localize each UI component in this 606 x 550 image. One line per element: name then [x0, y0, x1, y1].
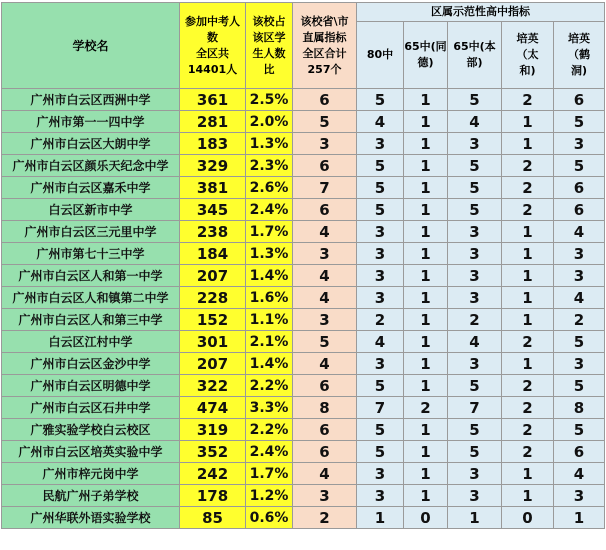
quota-80-cell: 3 — [357, 221, 404, 243]
direct-quota-cell: 4 — [293, 287, 357, 309]
direct-quota-cell: 6 — [293, 441, 357, 463]
quota-80-cell: 1 — [357, 507, 404, 529]
quota-peiying-taihe-cell: 1 — [502, 221, 554, 243]
share-cell: 1.1% — [246, 309, 293, 331]
quota-65-tongde-cell: 1 — [404, 133, 448, 155]
school-name: 广雅实验学校白云校区 — [2, 419, 180, 441]
table-body — [2, 89, 605, 529]
share-cell: 1.6% — [246, 287, 293, 309]
direct-quota-cell: 4 — [293, 221, 357, 243]
quota-80-cell: 3 — [357, 353, 404, 375]
direct-quota-cell: 5 — [293, 111, 357, 133]
school-name: 广州华联外语实验学校 — [2, 507, 180, 529]
school-name: 广州市白云区西洲中学 — [2, 89, 180, 111]
school-name: 广州市白云区嘉禾中学 — [2, 177, 180, 199]
school-name: 民航广州子弟学校 — [2, 485, 180, 507]
direct-quota-cell: 6 — [293, 375, 357, 397]
participants-cell: 352 — [180, 441, 246, 463]
quota-peiying-taihe-cell: 2 — [502, 397, 554, 419]
direct-quota-cell: 3 — [293, 243, 357, 265]
school-name: 白云区新市中学 — [2, 199, 180, 221]
quota-65-main-cell: 5 — [448, 441, 502, 463]
quota-65-main-cell: 2 — [448, 309, 502, 331]
quota-65-tongde-cell: 1 — [404, 463, 448, 485]
table-row — [2, 463, 605, 485]
share-cell: 2.3% — [246, 155, 293, 177]
share-cell: 1.2% — [246, 485, 293, 507]
quota-65-tongde-cell: 1 — [404, 111, 448, 133]
table-row — [2, 177, 605, 199]
direct-quota-cell: 2 — [293, 507, 357, 529]
quota-peiying-taihe-cell: 1 — [502, 463, 554, 485]
participants-cell: 178 — [180, 485, 246, 507]
direct-quota-cell: 3 — [293, 309, 357, 331]
quota-table — [1, 2, 605, 529]
header-school: 学校名 — [2, 3, 180, 89]
quota-peiying-hedong-cell: 5 — [554, 419, 605, 441]
direct-quota-cell: 4 — [293, 463, 357, 485]
header-80-middle: 80中 — [357, 22, 404, 89]
quota-peiying-hedong-cell: 6 — [554, 441, 605, 463]
school-name: 广州市白云区石井中学 — [2, 397, 180, 419]
school-name: 白云区江村中学 — [2, 331, 180, 353]
quota-peiying-hedong-cell: 3 — [554, 133, 605, 155]
participants-cell: 381 — [180, 177, 246, 199]
participants-cell: 228 — [180, 287, 246, 309]
quota-peiying-hedong-cell: 2 — [554, 309, 605, 331]
table-row — [2, 221, 605, 243]
share-cell: 1.4% — [246, 353, 293, 375]
quota-80-cell: 5 — [357, 199, 404, 221]
quota-65-tongde-cell: 1 — [404, 89, 448, 111]
school-name: 广州市白云区人和第一中学 — [2, 265, 180, 287]
share-cell: 1.7% — [246, 221, 293, 243]
quota-peiying-hedong-cell: 3 — [554, 353, 605, 375]
direct-quota-cell: 3 — [293, 133, 357, 155]
quota-80-cell: 5 — [357, 419, 404, 441]
quota-65-tongde-cell: 1 — [404, 221, 448, 243]
share-cell: 2.4% — [246, 441, 293, 463]
quota-peiying-hedong-cell: 5 — [554, 375, 605, 397]
quota-65-main-cell: 4 — [448, 331, 502, 353]
direct-quota-cell: 3 — [293, 485, 357, 507]
quota-65-tongde-cell: 1 — [404, 265, 448, 287]
quota-65-main-cell: 3 — [448, 353, 502, 375]
participants-cell: 207 — [180, 353, 246, 375]
quota-80-cell: 3 — [357, 463, 404, 485]
quota-peiying-taihe-cell: 1 — [502, 309, 554, 331]
quota-80-cell: 5 — [357, 177, 404, 199]
share-cell: 2.6% — [246, 177, 293, 199]
participants-cell: 329 — [180, 155, 246, 177]
table-row — [2, 397, 605, 419]
table-row — [2, 111, 605, 133]
participants-cell: 152 — [180, 309, 246, 331]
participants-cell: 242 — [180, 463, 246, 485]
school-name: 广州市第七十三中学 — [2, 243, 180, 265]
quota-peiying-taihe-cell: 2 — [502, 155, 554, 177]
quota-80-cell: 5 — [357, 89, 404, 111]
participants-cell: 207 — [180, 265, 246, 287]
participants-cell: 281 — [180, 111, 246, 133]
quota-65-main-cell: 3 — [448, 243, 502, 265]
quota-65-main-cell: 3 — [448, 287, 502, 309]
table-row — [2, 199, 605, 221]
quota-65-main-cell: 7 — [448, 397, 502, 419]
quota-peiying-taihe-cell: 1 — [502, 243, 554, 265]
quota-65-main-cell: 3 — [448, 133, 502, 155]
share-cell: 0.6% — [246, 507, 293, 529]
school-name: 广州市白云区人和镇第二中学 — [2, 287, 180, 309]
school-name: 广州市第一一四中学 — [2, 111, 180, 133]
share-cell: 1.7% — [246, 463, 293, 485]
direct-quota-cell: 6 — [293, 155, 357, 177]
table-row — [2, 309, 605, 331]
share-cell: 2.2% — [246, 375, 293, 397]
table-row — [2, 507, 605, 529]
quota-80-cell: 5 — [357, 441, 404, 463]
table-row — [2, 441, 605, 463]
table-row — [2, 287, 605, 309]
quota-peiying-taihe-cell: 2 — [502, 89, 554, 111]
quota-65-tongde-cell: 1 — [404, 485, 448, 507]
participants-cell: 319 — [180, 419, 246, 441]
school-name: 广州市白云区大朗中学 — [2, 133, 180, 155]
quota-peiying-taihe-cell: 0 — [502, 507, 554, 529]
header-direct-quota: 该校省\市 直属指标 全区合计 257个 — [293, 3, 357, 89]
header-participants: 参加中考人 数 全区共 14401人 — [180, 3, 246, 89]
quota-peiying-taihe-cell: 1 — [502, 485, 554, 507]
quota-peiying-hedong-cell: 4 — [554, 463, 605, 485]
table-row — [2, 133, 605, 155]
quota-65-tongde-cell: 1 — [404, 199, 448, 221]
quota-peiying-taihe-cell: 1 — [502, 265, 554, 287]
table-row — [2, 419, 605, 441]
quota-65-tongde-cell: 1 — [404, 375, 448, 397]
school-name: 广州市白云区培英实验中学 — [2, 441, 180, 463]
quota-65-main-cell: 5 — [448, 419, 502, 441]
table-row — [2, 375, 605, 397]
quota-peiying-hedong-cell: 3 — [554, 243, 605, 265]
school-name: 广州市梓元岗中学 — [2, 463, 180, 485]
quota-peiying-hedong-cell: 3 — [554, 265, 605, 287]
quota-65-main-cell: 4 — [448, 111, 502, 133]
quota-65-tongde-cell: 1 — [404, 177, 448, 199]
quota-65-tongde-cell: 1 — [404, 287, 448, 309]
quota-80-cell: 2 — [357, 309, 404, 331]
quota-peiying-taihe-cell: 1 — [502, 111, 554, 133]
table-row — [2, 155, 605, 177]
share-cell: 2.4% — [246, 199, 293, 221]
quota-peiying-taihe-cell: 2 — [502, 199, 554, 221]
quota-80-cell: 7 — [357, 397, 404, 419]
participants-cell: 361 — [180, 89, 246, 111]
quota-65-main-cell: 5 — [448, 375, 502, 397]
quota-peiying-hedong-cell: 5 — [554, 111, 605, 133]
direct-quota-cell: 5 — [293, 331, 357, 353]
table-row — [2, 265, 605, 287]
quota-peiying-taihe-cell: 2 — [502, 375, 554, 397]
share-cell: 1.3% — [246, 243, 293, 265]
quota-peiying-taihe-cell: 1 — [502, 353, 554, 375]
school-name: 广州市白云区明德中学 — [2, 375, 180, 397]
quota-80-cell: 5 — [357, 375, 404, 397]
quota-65-main-cell: 3 — [448, 221, 502, 243]
quota-65-main-cell: 3 — [448, 463, 502, 485]
direct-quota-cell: 4 — [293, 265, 357, 287]
quota-65-tongde-cell: 0 — [404, 507, 448, 529]
share-cell: 2.5% — [246, 89, 293, 111]
quota-80-cell: 3 — [357, 133, 404, 155]
quota-80-cell: 3 — [357, 485, 404, 507]
quota-peiying-taihe-cell: 2 — [502, 441, 554, 463]
quota-80-cell: 4 — [357, 331, 404, 353]
quota-65-tongde-cell: 1 — [404, 353, 448, 375]
school-name: 广州市白云区颜乐天纪念中学 — [2, 155, 180, 177]
quota-80-cell: 3 — [357, 243, 404, 265]
quota-65-tongde-cell: 1 — [404, 419, 448, 441]
direct-quota-cell: 7 — [293, 177, 357, 199]
quota-peiying-hedong-cell: 4 — [554, 221, 605, 243]
direct-quota-cell: 6 — [293, 89, 357, 111]
quota-peiying-hedong-cell: 1 — [554, 507, 605, 529]
table-row — [2, 89, 605, 111]
quota-65-tongde-cell: 1 — [404, 331, 448, 353]
quota-65-main-cell: 5 — [448, 89, 502, 111]
school-name: 广州市白云区三元里中学 — [2, 221, 180, 243]
quota-65-main-cell: 5 — [448, 177, 502, 199]
participants-cell: 184 — [180, 243, 246, 265]
header-65-main-campus: 65中(本 部) — [448, 22, 502, 89]
participants-cell: 322 — [180, 375, 246, 397]
school-name: 广州市白云区人和第三中学 — [2, 309, 180, 331]
quota-peiying-hedong-cell: 6 — [554, 89, 605, 111]
participants-cell: 238 — [180, 221, 246, 243]
quota-peiying-hedong-cell: 8 — [554, 397, 605, 419]
direct-quota-cell: 8 — [293, 397, 357, 419]
quota-65-main-cell: 1 — [448, 507, 502, 529]
quota-65-main-cell: 3 — [448, 485, 502, 507]
header-peiying-taihe: 培英 （太 和) — [502, 22, 554, 89]
participants-cell: 474 — [180, 397, 246, 419]
quota-80-cell: 5 — [357, 155, 404, 177]
table-row — [2, 243, 605, 265]
header-share: 该校占 该区学 生人数 比 — [246, 3, 293, 89]
quota-65-main-cell: 5 — [448, 155, 502, 177]
quota-peiying-hedong-cell: 4 — [554, 287, 605, 309]
quota-peiying-taihe-cell: 2 — [502, 331, 554, 353]
quota-65-tongde-cell: 2 — [404, 397, 448, 419]
direct-quota-cell: 6 — [293, 199, 357, 221]
table-row — [2, 331, 605, 353]
share-cell: 2.0% — [246, 111, 293, 133]
quota-80-cell: 3 — [357, 287, 404, 309]
quota-peiying-hedong-cell: 6 — [554, 199, 605, 221]
participants-cell: 85 — [180, 507, 246, 529]
quota-65-tongde-cell: 1 — [404, 155, 448, 177]
quota-80-cell: 4 — [357, 111, 404, 133]
share-cell: 1.4% — [246, 265, 293, 287]
table-row — [2, 353, 605, 375]
quota-peiying-taihe-cell: 1 — [502, 287, 554, 309]
participants-cell: 345 — [180, 199, 246, 221]
share-cell: 2.2% — [246, 419, 293, 441]
quota-65-main-cell: 3 — [448, 265, 502, 287]
participants-cell: 183 — [180, 133, 246, 155]
quota-65-tongde-cell: 1 — [404, 243, 448, 265]
header-65-tongde: 65中(同 德) — [404, 22, 448, 89]
quota-80-cell: 3 — [357, 265, 404, 287]
school-name: 广州市白云区金沙中学 — [2, 353, 180, 375]
share-cell: 1.3% — [246, 133, 293, 155]
direct-quota-cell: 6 — [293, 419, 357, 441]
quota-65-tongde-cell: 1 — [404, 441, 448, 463]
quota-peiying-hedong-cell: 5 — [554, 155, 605, 177]
table-row — [2, 485, 605, 507]
participants-cell: 301 — [180, 331, 246, 353]
quota-peiying-taihe-cell: 1 — [502, 133, 554, 155]
quota-peiying-hedong-cell: 3 — [554, 485, 605, 507]
share-cell: 2.1% — [246, 331, 293, 353]
share-cell: 3.3% — [246, 397, 293, 419]
quota-65-main-cell: 5 — [448, 199, 502, 221]
quota-peiying-hedong-cell: 6 — [554, 177, 605, 199]
header-peiying-hedong: 培英 （鹤 洞) — [554, 22, 605, 89]
quota-peiying-taihe-cell: 2 — [502, 419, 554, 441]
quota-peiying-hedong-cell: 5 — [554, 331, 605, 353]
quota-65-tongde-cell: 1 — [404, 309, 448, 331]
header-demo-group: 区属示范性高中指标 — [357, 3, 605, 22]
quota-peiying-taihe-cell: 2 — [502, 177, 554, 199]
direct-quota-cell: 4 — [293, 353, 357, 375]
